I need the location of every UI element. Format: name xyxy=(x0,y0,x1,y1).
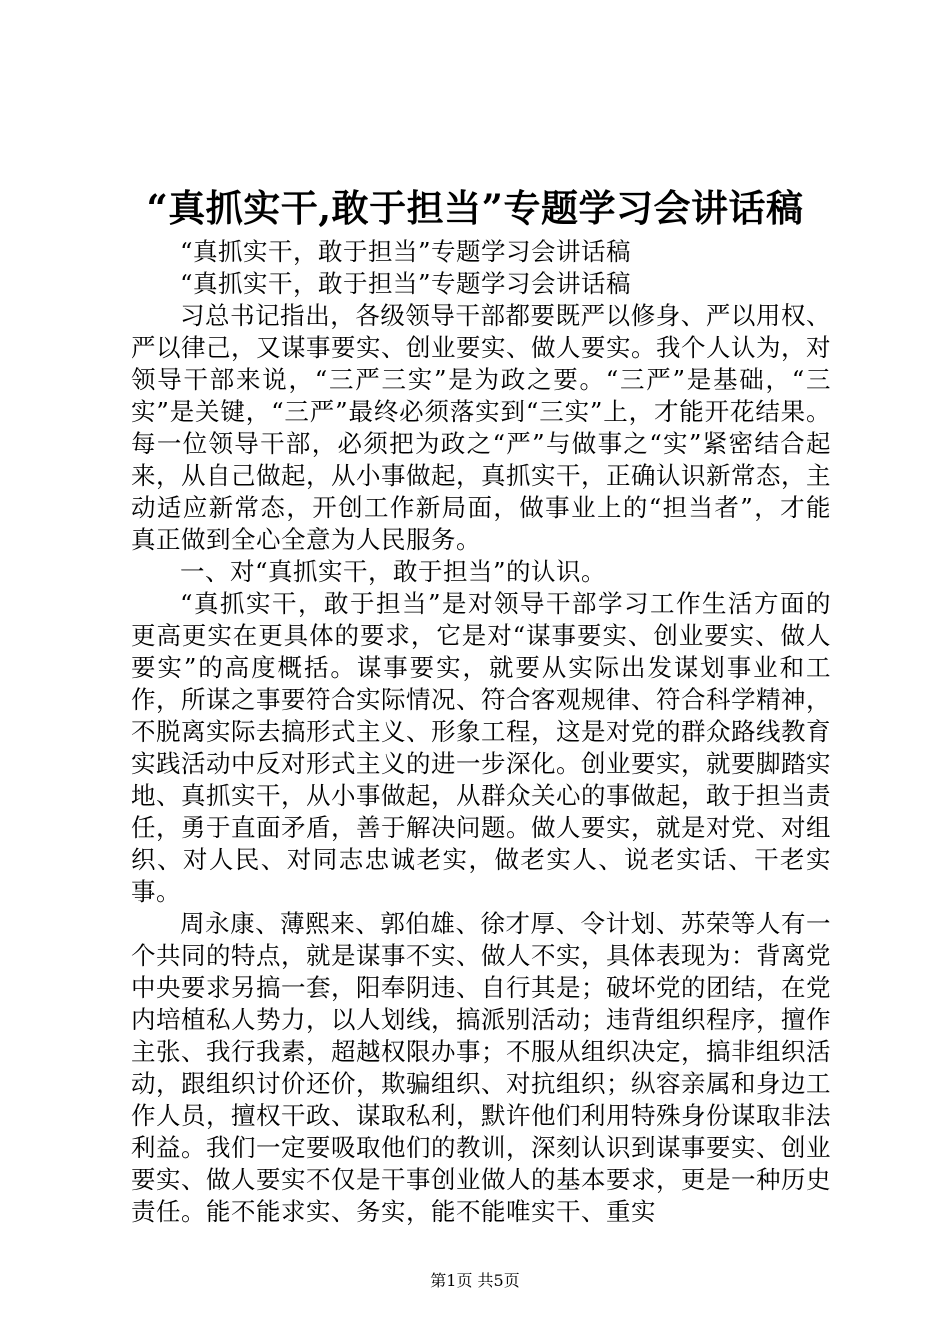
body-paragraph: “真抓实干，敢于担当”是对领导干部学习工作生活方面的更高更实在更具体的要求，它是对“谋事要实、创业要实、做人要实”的高度概括。谋事要实，就要从实际出发谋划事业和工作，所谋之事要符合实际情况、符合客观规律、符合科学精神，不脱离实际去搞形式主义、形象工程，这是对党的群众路线教育实践活动中反对形式主义的进一步深化。创业要实，就要脚踏实地、真抓实干，从小事做起，从群众关心的事做起，敢于担当责任，勇于直面矛盾，善于解决问题。做人要实，就是对党、对组织、对人民、对同志忠诚老实，做老实人、说老实话、干老实事。 xyxy=(131,589,831,906)
body-paragraph: 周永康、薄熙来、郭伯雄、徐才厚、令计划、苏荣等人有一个共同的特点，就是谋事不实、做人不实，具体表现为：背离党中央要求另搞一套，阳奉阴违、自行其是；破坏党的团结，在党内培植私人势力，以人划线，搞派别活动；违背组织程序，擅作主张、我行我素，超越权限办事；不服从组织决定，搞非组织活动，跟组织讨价还价，欺骗组织、对抗组织；纵容亲属和身边工作人员，擅权干政、谋取私利，默许他们利用特殊身份谋取非法利益。我们一定要吸取他们的教训，深刻认识到谋事要实、创业要实、做人要实不仅是干事创业做人的基本要求，更是一种历史责任。能不能求实、务实，能不能唯实干、重实 xyxy=(131,909,831,1226)
subtitle-line: “真抓实干，敢于担当”专题学习会讲话稿 xyxy=(180,269,632,298)
subtitle-line: “真抓实干，敢于担当”专题学习会讲话稿 xyxy=(180,237,632,266)
body-paragraph: 习总书记指出，各级领导干部都要既严以修身、严以用权、严以律己，又谋事要实、创业要实、做人要实。我个人认为，对领导干部来说，“三严三实”是为政之要。“三严”是基础，“三实”是关键，“三严”最终必须落实到“三实”上，才能开花结果。每一位领导干部，必须把为政之“严”与做事之“实”紧密结合起来，从自己做起，从小事做起，真抓实干，正确认识新常态，主动适应新常态，开创工作新局面，做事业上的“担当者”，才能真正做到全心全意为人民服务。 xyxy=(131,301,831,554)
section-heading: 一、对“真抓实干，敢于担当”的认识。 xyxy=(180,557,607,586)
page-number-footer: 第1页 共5页 xyxy=(430,1271,520,1290)
document-body xyxy=(131,236,831,1228)
document-title: “真抓实干,敢于担当”专题学习会讲话稿 xyxy=(146,186,804,230)
